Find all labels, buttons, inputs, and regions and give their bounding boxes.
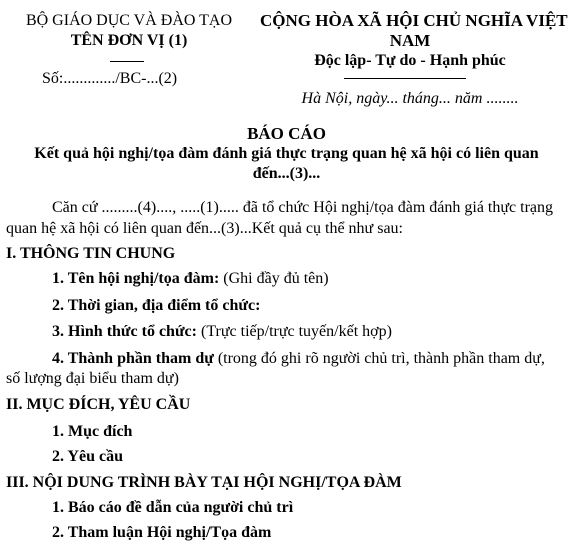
item-4-text: (trong đó ghi rõ người chủ trì, thành phần tham dự, [213,350,545,367]
section-1-item-1 [52,270,329,288]
section-1-item-2: 2. Thời gian, địa điểm tổ chức: [52,297,261,314]
unit-name: TÊN ĐƠN VỊ (1) [70,32,188,49]
intro-line1: Căn cứ .........(4)...., .....(1)..... đã tổ chức Hội nghị/tọa đàm đánh giá thực trạng [52,199,554,216]
unit-underline [110,61,144,62]
section-1-item-4 [52,350,545,368]
section-1-heading: I. THÔNG TIN CHUNG [6,245,176,262]
country-name-line1: CỘNG HÒA XÃ HỘI CHỦ NGHĨA VIỆT [260,11,568,30]
ministry-name: BỘ GIÁO DỤC VÀ ĐÀO TẠO [25,12,233,29]
section-2-item-2: 2. Yêu cầu [52,448,123,465]
section-1-item-3 [52,323,392,341]
motto-underline [344,78,466,79]
country-name-line2: NAM [389,31,431,50]
section-2-item-1: 1. Mục đích [52,423,133,440]
section-3-item-1: 1. Báo cáo đề dẫn của người chủ trì [52,499,294,516]
report-subtitle-line1: Kết quả hội nghị/tọa đàm đánh giá thực trạng quan hệ xã hội có liên quan [34,145,539,162]
national-motto: Độc lập- Tự do - Hạnh phúc [314,52,506,69]
section-3-item-2: 2. Tham luận Hội nghị/Tọa đàm [52,524,272,541]
section-3-heading: III. NỘI DUNG TRÌNH BÀY TẠI HỘI NGHỊ/TỌA ĐÀM [6,474,402,491]
intro-line2: quan hệ xã hội có liên quan đến...(3)...Kết quả cụ thể như sau: [6,220,403,237]
place-date: Hà Nội, ngày... tháng... năm ........ [301,90,519,107]
section-1-item-4-cont: số lượng đại biểu tham dự) [6,370,179,387]
item-1-label: 1. Tên hội nghị/tọa đàm: [52,270,220,287]
document-number: Số:............./BC-...(2) [42,70,178,87]
report-title: BÁO CÁO [247,124,326,143]
section-2-heading: II. MỤC ĐÍCH, YÊU CẦU [6,396,191,413]
item-1-text: (Ghi đầy đủ tên) [219,270,329,287]
item-4-label: 4. Thành phần tham dự [52,350,214,367]
report-subtitle-line2: đến...(3)... [252,165,321,182]
item-3-text: (Trực tiếp/trực tuyến/kết hợp) [196,323,392,340]
item-3-label: 3. Hình thức tổ chức: [52,323,197,340]
